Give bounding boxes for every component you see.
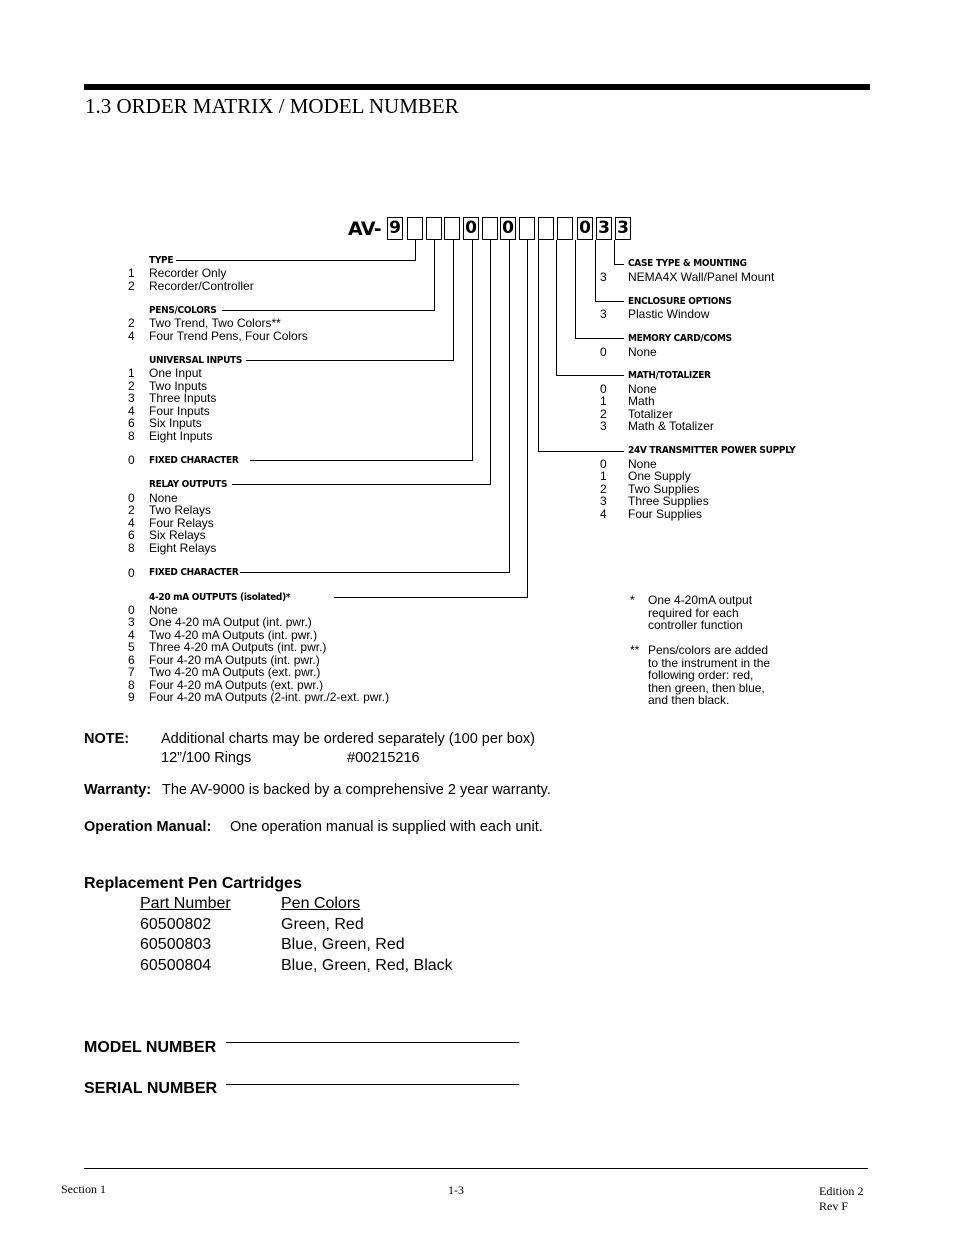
warranty-text: The AV-9000 is backed by a comprehensive 2 year warranty. bbox=[162, 782, 551, 798]
connector-line bbox=[222, 310, 435, 311]
footnote-line: and then black. bbox=[648, 693, 730, 707]
serial-number-label: SERIAL NUMBER bbox=[84, 1080, 218, 1097]
option-code: 2 bbox=[128, 316, 135, 330]
option-label: Totalizer bbox=[628, 407, 673, 421]
footer-edition: Edition 2 bbox=[819, 1184, 864, 1198]
model-digit-box: 3 bbox=[615, 217, 631, 240]
note-item: 12”/100 Rings bbox=[161, 750, 252, 766]
option-label: Three Supplies bbox=[628, 494, 709, 508]
connector-line bbox=[232, 484, 491, 485]
connector-line bbox=[556, 375, 624, 376]
footer-revision: Rev F bbox=[819, 1199, 849, 1213]
pen-part-number: 60500803 bbox=[140, 936, 212, 953]
option-code: 4 bbox=[128, 628, 135, 642]
option-label: Four Trend Pens, Four Colors bbox=[149, 329, 308, 343]
note-label: NOTE: bbox=[84, 731, 130, 747]
option-code: 3 bbox=[128, 615, 135, 629]
connector-line bbox=[556, 240, 557, 376]
option-label: Three Inputs bbox=[149, 391, 217, 405]
connector-line bbox=[614, 264, 624, 265]
option-label: None bbox=[628, 382, 657, 396]
connector-line bbox=[334, 597, 528, 598]
model-number-label: MODEL NUMBER bbox=[84, 1039, 217, 1056]
option-label: None bbox=[149, 603, 178, 617]
pen-table-header: Pen Colors bbox=[281, 895, 361, 912]
option-code: 0 bbox=[128, 453, 135, 467]
serial-number-line bbox=[226, 1084, 519, 1085]
footnote-mark: * bbox=[630, 593, 635, 607]
group-header-enclosure: ENCLOSURE OPTIONS bbox=[628, 296, 732, 307]
option-label: Six Inputs bbox=[149, 416, 202, 430]
option-label: Two Inputs bbox=[149, 379, 208, 393]
option-code: 0 bbox=[600, 457, 607, 471]
connector-line bbox=[614, 240, 615, 265]
option-code: 4 bbox=[128, 404, 135, 418]
footnote-line: to the instrument in the bbox=[648, 656, 771, 670]
connector-line bbox=[509, 240, 510, 573]
group-header-case-type: CASE TYPE & MOUNTING bbox=[628, 258, 747, 269]
option-code: 2 bbox=[128, 379, 135, 393]
model-number-line bbox=[226, 1042, 519, 1043]
group-header-relays: RELAY OUTPUTS bbox=[149, 479, 228, 490]
option-label: Two Trend, Two Colors** bbox=[149, 316, 281, 330]
model-digit-box bbox=[557, 217, 573, 240]
footnote-line: then green, then blue, bbox=[648, 681, 765, 695]
option-label: Four 4-20 mA Outputs (int. pwr.) bbox=[149, 653, 320, 667]
option-label: Four Supplies bbox=[628, 507, 703, 521]
option-label: Eight Inputs bbox=[149, 429, 213, 443]
option-label: One 4-20 mA Output (int. pwr.) bbox=[149, 615, 312, 629]
option-code: 7 bbox=[128, 665, 135, 679]
footnote-line: One 4-20mA output bbox=[648, 593, 753, 607]
connector-line bbox=[246, 360, 454, 361]
model-digit-box bbox=[444, 217, 460, 240]
model-digit-box bbox=[426, 217, 442, 240]
option-code: 2 bbox=[128, 279, 135, 293]
option-code: 6 bbox=[128, 416, 135, 430]
option-code: 4 bbox=[128, 516, 135, 530]
connector-line bbox=[575, 338, 624, 339]
option-code: 2 bbox=[600, 407, 607, 421]
group-header-type: TYPE bbox=[149, 255, 174, 266]
group-header-analog-outputs: 4-20 mA OUTPUTS (isolated)* bbox=[149, 592, 291, 603]
connector-line bbox=[176, 260, 416, 261]
warranty-label: Warranty: bbox=[84, 782, 152, 798]
note-part-number: #00215216 bbox=[347, 750, 420, 766]
model-digit-box bbox=[538, 217, 554, 240]
manual-label: Operation Manual: bbox=[84, 819, 212, 835]
option-label: Two 4-20 mA Outputs (ext. pwr.) bbox=[149, 665, 321, 679]
connector-line bbox=[595, 301, 624, 302]
option-code: 1 bbox=[128, 366, 135, 380]
model-digit-box: 0 bbox=[500, 217, 516, 240]
option-code: 8 bbox=[128, 429, 135, 443]
model-digit-box bbox=[519, 217, 535, 240]
page-title: 1.3 ORDER MATRIX / MODEL NUMBER bbox=[85, 94, 459, 118]
option-code: 1 bbox=[600, 394, 607, 408]
option-label: None bbox=[149, 491, 178, 505]
model-digit-box: 3 bbox=[596, 217, 612, 240]
pen-part-number: 60500802 bbox=[140, 916, 212, 933]
option-label: Four Relays bbox=[149, 516, 214, 530]
option-label: Math bbox=[628, 394, 655, 408]
group-header-fixed-character: FIXED CHARACTER bbox=[149, 455, 239, 466]
option-code: 1 bbox=[600, 469, 607, 483]
model-digit-box: 0 bbox=[463, 217, 479, 240]
connector-line bbox=[453, 240, 454, 361]
option-label: Four Inputs bbox=[149, 404, 210, 418]
option-code: 2 bbox=[600, 482, 607, 496]
group-header-inputs: UNIVERSAL INPUTS bbox=[149, 355, 243, 366]
group-header-power-supply: 24V TRANSMITTER POWER SUPPLY bbox=[628, 445, 796, 456]
footnote-line: following order: red, bbox=[648, 668, 754, 682]
option-code: 5 bbox=[128, 640, 135, 654]
pen-colors: Green, Red bbox=[281, 916, 364, 933]
option-code: 4 bbox=[128, 329, 135, 343]
option-label: One Supply bbox=[628, 469, 691, 483]
connector-line bbox=[527, 240, 528, 598]
pen-cartridges-title: Replacement Pen Cartridges bbox=[84, 875, 302, 892]
option-label: Plastic Window bbox=[628, 307, 710, 321]
group-header-pens: PENS/COLORS bbox=[149, 305, 217, 316]
option-code: 3 bbox=[600, 494, 607, 508]
model-digit-box: 0 bbox=[577, 217, 593, 240]
footnote-line: required for each bbox=[648, 606, 739, 620]
footnote-line: Pens/colors are added bbox=[648, 643, 769, 657]
pen-colors: Blue, Green, Red, Black bbox=[281, 957, 453, 974]
model-digit-box: 9 bbox=[387, 217, 403, 240]
model-digit-box bbox=[482, 217, 498, 240]
option-code: 0 bbox=[600, 382, 607, 396]
option-label: Two 4-20 mA Outputs (int. pwr.) bbox=[149, 628, 318, 642]
option-code: 9 bbox=[128, 690, 135, 704]
option-code: 0 bbox=[128, 603, 135, 617]
connector-line bbox=[538, 451, 624, 452]
option-code: 6 bbox=[128, 528, 135, 542]
option-label: Six Relays bbox=[149, 528, 206, 542]
option-label: Recorder Only bbox=[149, 266, 227, 280]
connector-line bbox=[575, 240, 576, 339]
option-code: 8 bbox=[128, 541, 135, 555]
footer-rule bbox=[84, 1168, 868, 1169]
connector-line bbox=[538, 240, 539, 452]
footnote-mark: ** bbox=[630, 643, 640, 657]
note-text: Additional charts may be ordered separately (100 per box) bbox=[161, 731, 535, 747]
option-label: One Input bbox=[149, 366, 202, 380]
option-label: Eight Relays bbox=[149, 541, 217, 555]
connector-line bbox=[472, 240, 473, 461]
option-code: 3 bbox=[128, 391, 135, 405]
group-header-fixed-character: FIXED CHARACTER bbox=[149, 567, 239, 578]
option-code: 3 bbox=[600, 419, 607, 433]
option-label: None bbox=[628, 345, 657, 359]
option-code: 1 bbox=[128, 266, 135, 280]
option-label: NEMA4X Wall/Panel Mount bbox=[628, 270, 775, 284]
option-code: 6 bbox=[128, 653, 135, 667]
model-prefix: AV- bbox=[348, 218, 382, 240]
connector-line bbox=[240, 572, 510, 573]
option-code: 3 bbox=[600, 307, 607, 321]
pen-part-number: 60500804 bbox=[140, 957, 212, 974]
connector-line bbox=[595, 240, 596, 302]
pen-colors: Blue, Green, Red bbox=[281, 936, 405, 953]
option-code: 8 bbox=[128, 678, 135, 692]
connector-line bbox=[250, 460, 473, 461]
option-label: Two Supplies bbox=[628, 482, 700, 496]
footnote-line: controller function bbox=[648, 618, 743, 632]
option-code: 4 bbox=[600, 507, 607, 521]
option-label: Three 4-20 mA Outputs (int. pwr.) bbox=[149, 640, 327, 654]
option-code: 0 bbox=[128, 566, 135, 580]
option-label: Math & Totalizer bbox=[628, 419, 714, 433]
connector-line bbox=[415, 240, 416, 261]
connector-line bbox=[434, 240, 435, 311]
model-digit-box bbox=[407, 217, 423, 240]
footer-page-number: 1-3 bbox=[448, 1183, 464, 1197]
top-rule bbox=[84, 84, 870, 90]
option-label: Four 4-20 mA Outputs (2-int. pwr./2-ext. pwr.) bbox=[149, 690, 390, 704]
option-code: 0 bbox=[128, 491, 135, 505]
pen-table-header: Part Number bbox=[140, 895, 231, 912]
option-code: 0 bbox=[600, 345, 607, 359]
option-code: 3 bbox=[600, 270, 607, 284]
manual-text: One operation manual is supplied with each unit. bbox=[230, 819, 543, 835]
option-label: Two Relays bbox=[149, 503, 212, 517]
option-label: None bbox=[628, 457, 657, 471]
option-label: Recorder/Controller bbox=[149, 279, 254, 293]
option-code: 2 bbox=[128, 503, 135, 517]
option-label: Four 4-20 mA Outputs (ext. pwr.) bbox=[149, 678, 324, 692]
footer-section: Section 1 bbox=[61, 1182, 106, 1196]
group-header-memory-card: MEMORY CARD/COMS bbox=[628, 333, 732, 344]
connector-line bbox=[490, 240, 491, 485]
group-header-math-totalizer: MATH/TOTALIZER bbox=[628, 370, 711, 381]
